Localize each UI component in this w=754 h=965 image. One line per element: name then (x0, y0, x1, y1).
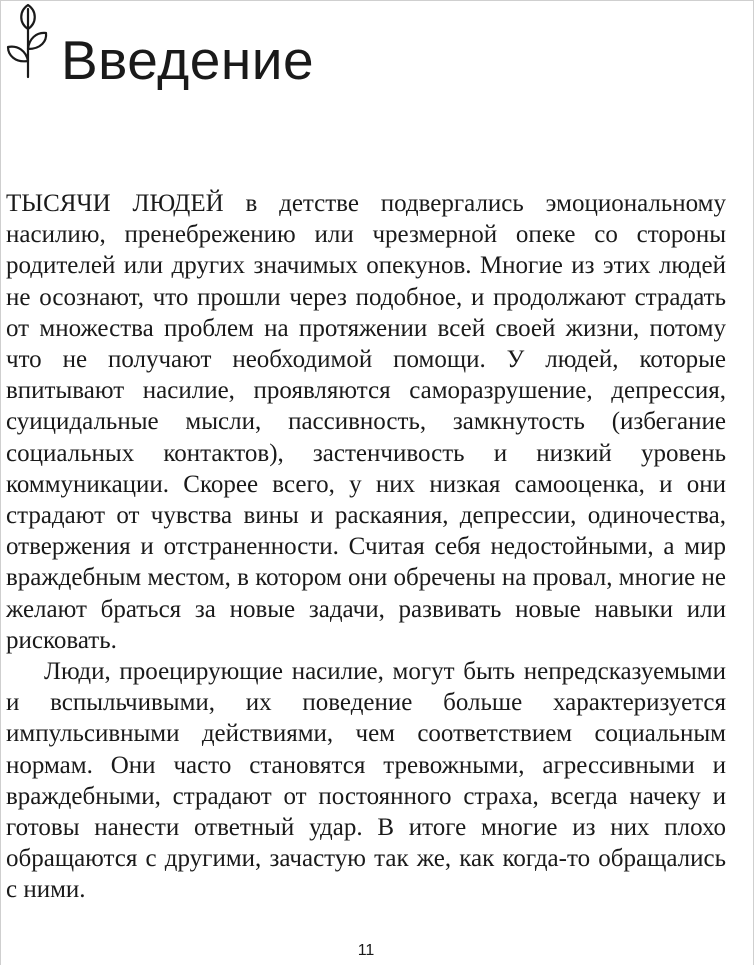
body-text (6, 188, 726, 906)
chapter-title: Введение (61, 29, 315, 91)
paragraph: Люди, проецирующие насилие, могут быть непредсказуемыми и вспыльчивыми, их поведение больше характеризуется импульсивными действиями, чем соответствием социальным нормам. Они часто становятся тревожными, агрессивными и враждебными, страдают от постоянного страха, всегда начеку и готовы нанести ответный удар. В итоге многие из них плохо обращаются с другими, зачастую так же, как когда-то обращались с ними. (6, 658, 726, 904)
leaf-sprig-icon (5, 3, 49, 79)
paragraph: ТЫСЯЧИ ЛЮДЕЙ в детстве подвергались эмоциональному насилию, пренебрежению или чрезмерной опеке со стороны родителей или других значимых опекунов. Многие из этих людей не осознают, что прошли через подобное, и продолжают страдать от множества проблем на протяжении всей своей жизни, потому что не получают необходимой помощи. У людей, которые впитывают насилие, проявляются саморазрушение, депрессия, суицидальные мысли, пассивность, замкнутость (избегание социальных контактов), застенчивость и низкий уровень коммуникации. Скорее всего, у них низкая самооценка, и они страдают от чувства вины и раскаяния, депрессии, одиночества, отвержения и отстраненности. Считая себя недостойными, а мир враждебным местом, в котором они обречены на провал, многие не желают браться за новые задачи, развивать новые навыки или рисковать. (6, 190, 726, 654)
page-number: 11 (357, 942, 375, 959)
